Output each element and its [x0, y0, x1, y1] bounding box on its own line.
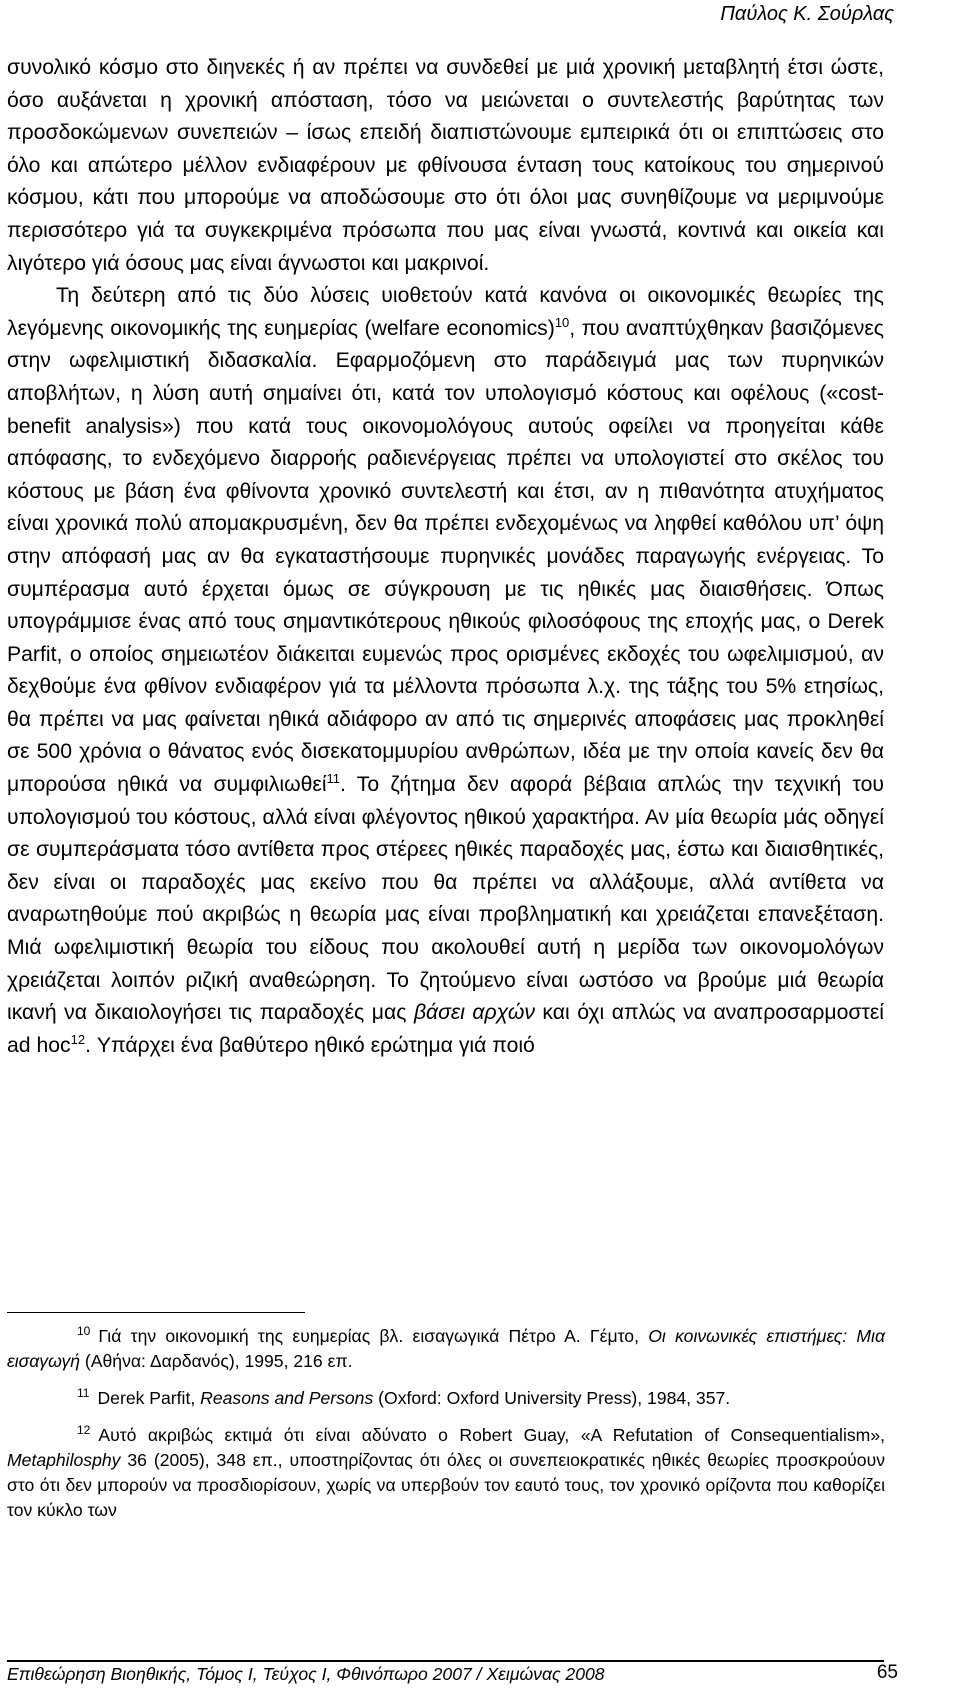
paragraph-2-text: και όχι απλώς να αναπροσαρμοστεί ad hoc [7, 1001, 884, 1057]
footnote-number: 12 [77, 1423, 91, 1438]
footnote-title: Metaphilosphy [7, 1450, 121, 1470]
footnote-text: (Αθήνα: Δαρδανός), 1995, 216 επ. [80, 1351, 353, 1371]
footer-journal-title: Επιθεώρηση Βιοηθικής, Τόμος Ι, Τεύχος Ι, Φθινόπωρο 2007 / Χειμώνας 2008 [7, 1664, 605, 1684]
footnote-title: Reasons and Persons [200, 1388, 374, 1408]
footnote-number: 10 [77, 1324, 91, 1339]
footer-rule [7, 1660, 884, 1662]
footnote-number: 11 [77, 1386, 90, 1401]
footnote-text: Derek Parfit, [97, 1388, 201, 1408]
footnote-ref-12[interactable]: 12 [70, 1031, 86, 1047]
footnote-title: Οι κοινωνικές επιστήμες: Μια εισαγωγή [7, 1326, 885, 1371]
footnote-11 [7, 1386, 885, 1411]
page-number: 65 [876, 1662, 898, 1683]
paragraph-2-text: Τη δεύτερη από τις δύο λύσεις υιοθετούν κατά κανόνα οι οικονομικές θεωρίες της λεγόμενης οικονομικής της ευημερίας (welfare economics) [7, 284, 884, 340]
footnotes [7, 1324, 885, 1523]
paragraph-2-text: . Υπάρχει ένα βαθύτερο ηθικό ερώτημα γιά ποιό [85, 1033, 535, 1057]
footnote-text: 36 (2005), 348 επ., υποστηρίζοντας ότι όλες οι συνεπειοκρατικές ηθικές θεωρίες προσκρούουν στο ότι δεν μπορούν να προσδιορίσουν, χωρίς να υπερβούν τον εαυτό τους, τον χρονικό ορίζοντα που καθορίζει τον κύκλο των [7, 1450, 885, 1520]
footnote-separator [7, 1312, 305, 1313]
paragraph-1: συνολικό κόσμο στο διηνεκές ή αν πρέπει να συνδεθεί με μιά χρονική μεταβλητή έτσι ώστε, όσο αυξάνεται η χρονική απόσταση, τόσο να μειώνεται ο συντελεστής βαρύτητας των προσδοκώμενων συνεπειών – ίσως επειδή διαπιστώνουμε εμπειρικά ότι οι επιπτώσεις στο όλο και απώτερο μέλλον ενδιαφέρουν με φθίνουσα ένταση τους κατοίκους του σημερινού κόσμου, κάτι που μπορούμε να αποδώσουμε στο ότι όλοι μας συνηθίζουμε να μεριμνούμε περισσότερο γιά τα συγκεκριμένα πρόσωπα που μας είναι γνωστά, κοντινά και οικεία και λιγότερο γιά όσους μας είναι άγνωστοι και μακρινοί. [7, 56, 884, 275]
main-text [7, 52, 884, 1062]
footnote-10 [7, 1324, 885, 1374]
footnote-text: Αυτό ακριβώς εκτιμά ότι είναι αδύνατο ο Robert Guay, «A Refutation of Consequentialism», [98, 1425, 885, 1445]
footnote-text: Γιά την οικονομική της ευημερίας βλ. εισαγωγικά Πέτρο Α. Γέμτο, [98, 1326, 649, 1346]
running-header-author: Παύλος Κ. Σούρλας [720, 3, 894, 25]
footnote-text: (Oxford: Oxford University Press), 1984, 357. [373, 1388, 731, 1408]
paragraph-2 [7, 280, 884, 1062]
paragraph-2-text: , που αναπτύχθηκαν βασιζόμενες στην ωφελιμιστική διδασκαλία. Εφαρμοζόμενη στο παράδειγμά μας των πυρηνικών αποβλήτων, η λύση αυτή σημαίνει ότι, κατά τον υπολογισμό κόστους και οφέλους («cost-benefit analysis») που κατά τους οικονομολόγους αυτούς οφείλει να προηγείται κάθε απόφασης, το ενδεχόμενο διαρροής ραδιενέργειας πρέπει να υπολογιστεί στο σκέλος του κόστους με βάση ένα φθίνοντα χρονικό συντελεστή και έτσι, αν η πιθανότητα ατυχήματος είναι χρονικά πολύ απομακρυσμένη, δεν θα πρέπει ενδεχομένως να ληφθεί καθόλου υπ’ όψη στην απόφασή μας αν θα εγκαταστήσουμε πυρηνικές μονάδες παραγωγής ενέργειας. Το συμπέρασμα αυτό έρχεται όμως σε σύγκρουση με τις ηθικές μας διαισθήσεις. Όπως υπογράμμισε ένας από τους σημαντικότερους ηθικούς φιλοσόφους της εποχής μας, ο Derek Parfit, ο οποίος σημειωτέον διάκειται ευμενώς προς ορισμένες εκδοχές του ωφελιμισμού, αν δεχθούμε ένα φθίνον ενδιαφέρον γιά τα μέλλοντα πρόσωπα λ.χ. της τάξης του 5% ετησίως, θα πρέπει να μας φαίνεται ηθικά αδιάφορο αν από τις σημερινές αποφάσεις μας προκληθεί σε 500 χρόνια ο θάνατος ενός δισεκατομμυρίου ανθρώπων, ιδέα με την οποία κανείς δεν θα μπορούσα ηθικά να συμφιλιωθεί [7, 316, 884, 797]
footnote-ref-11[interactable]: 11 [326, 771, 341, 786]
footnote-12 [7, 1423, 885, 1523]
emphasis-text: βάσει αρχών [413, 1001, 535, 1025]
paragraph-2-text: . Το ζήτημα δεν αφορά βέβαια απλώς την τεχνική του υπολογισμού του κόστους, αλλά είναι φλέγοντος ηθικού χαρακτήρα. Αν μία θεωρία μάς οδηγεί σε συμπεράσματα τόσο αντίθετα προς στέρεες ηθικές παραδοχές μας, έστω και διαισθητικές, δεν είναι οι παραδοχές μας εκείνο που θα πρέπει να αλλάξουμε, αλλά αντίθετα να αναρωτηθούμε πού ακριβώς η θεωρία μας είναι προβληματική και χρειάζεται επανεξέταση. Μιά ωφελιμιστική θεωρία του είδους που ακολουθεί αυτή η μερίδα των οικονομολόγων χρειάζεται λοιπόν ριζική αναθεώρηση. Το ζητούμενο είναι ωστόσο να βρούμε μιά θεωρία ικανή να δικαιολογήσει τις παραδοχές μας [7, 773, 884, 1025]
footnote-ref-10[interactable]: 10 [554, 314, 570, 330]
